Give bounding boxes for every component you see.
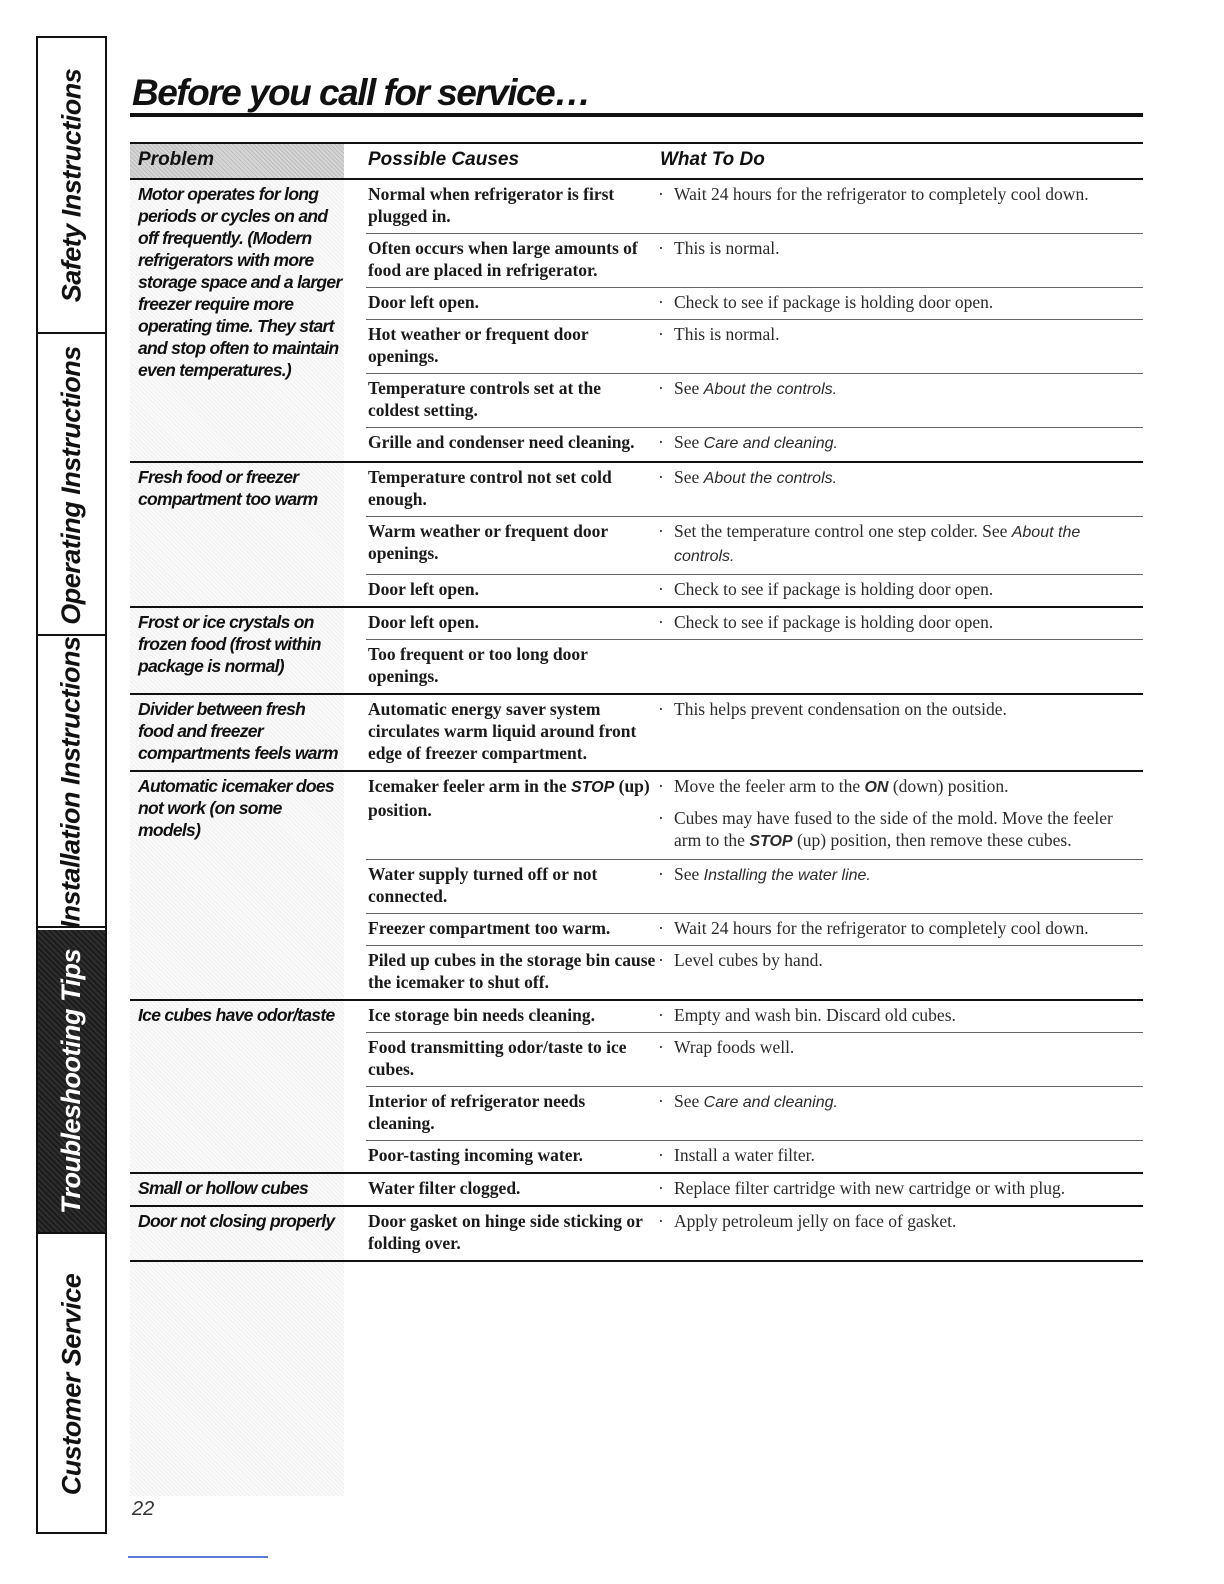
action-item [656, 1144, 1141, 1166]
table-row [366, 288, 1143, 320]
action-item [656, 237, 1141, 259]
text-run: Replace filter cartridge with new cartridge or with plug. [674, 1178, 1066, 1198]
action-item [656, 1210, 1141, 1232]
table-row [366, 320, 1143, 374]
problem-group [130, 180, 1143, 463]
keyword-text: STOP [749, 833, 793, 850]
section-reference: About the controls. [703, 470, 838, 487]
action-item [656, 1004, 1141, 1026]
action-item [656, 183, 1141, 205]
problem-text: Fresh food or freezer compartment too warm [138, 467, 318, 509]
text-run: Install a water filter. [674, 1145, 815, 1165]
text-run: Empty and wash bin. Discard old cubes. [674, 1005, 956, 1025]
possible-cause: Door left open. [368, 612, 479, 632]
bullet-icon: · [658, 1091, 664, 1111]
text-run: Wait 24 hours for the refrigerator to completely cool down. [674, 184, 1089, 204]
column-header-problem: Problem [130, 144, 344, 178]
table-row [366, 1141, 1143, 1172]
table-header-row [130, 142, 1143, 180]
possible-cause: Door gasket on hinge side sticking or folding over. [368, 1211, 643, 1253]
bullet-icon: · [658, 378, 664, 398]
possible-cause: Ice storage bin needs cleaning. [368, 1005, 596, 1025]
action-item [656, 291, 1141, 313]
text-run: (up) position, then remove these cubes. [792, 830, 1072, 850]
bullet-icon: · [658, 918, 664, 938]
table-row [366, 608, 1143, 640]
what-to-do [656, 917, 1141, 939]
text-run: Check to see if package is holding door open. [674, 612, 994, 632]
problem-group [130, 1001, 1143, 1174]
problem-text: Door not closing properly [138, 1211, 335, 1231]
text-run: Check to see if package is holding door open. [674, 292, 994, 312]
table-row [366, 772, 1143, 860]
what-to-do [656, 1144, 1141, 1166]
possible-cause: Door left open. [368, 579, 479, 599]
action-item [656, 377, 1141, 401]
action-item [656, 775, 1141, 799]
problem-group [130, 772, 1143, 1001]
action-item [656, 917, 1141, 939]
action-item [656, 1177, 1141, 1199]
what-to-do [656, 949, 1141, 993]
column-header-possible-causes: Possible Causes [368, 149, 520, 170]
possible-cause: Interior of refrigerator needs cleaning. [368, 1091, 586, 1133]
bullet-icon: · [658, 432, 664, 452]
bullet-icon: · [658, 1211, 664, 1231]
possible-cause: Automatic energy saver system circulates warm liquid around front edge of freezer compartment. [368, 699, 637, 763]
table-row [366, 640, 1143, 693]
text-run: Move the feeler arm to the [674, 776, 865, 796]
possible-cause: Temperature control not set cold enough. [368, 467, 612, 509]
action-item [656, 949, 1141, 971]
bullet-icon: · [658, 521, 664, 541]
action-item [656, 520, 1141, 568]
what-to-do [656, 611, 1141, 633]
page-number: 22 [132, 1498, 155, 1520]
section-reference: About the controls. [674, 524, 1081, 565]
text-run: Cubes may have fused to the side of the mold. Move the feeler arm to the [674, 808, 1113, 850]
possible-cause: Water filter clogged. [368, 1178, 521, 1198]
table-row [366, 946, 1143, 999]
possible-cause: Water supply turned off or not connected. [368, 864, 598, 906]
tab-customer-service[interactable]: Customer Service [56, 1273, 87, 1495]
bullet-icon: · [658, 1037, 664, 1057]
action-item [656, 611, 1141, 633]
possible-cause: Too frequent or too long door openings. [368, 644, 588, 686]
table-row [366, 860, 1143, 914]
table-row [366, 463, 1143, 517]
keyword-text: STOP [570, 779, 615, 796]
action-item [656, 323, 1141, 345]
possible-cause: Piled up cubes in the storage bin cause the icemaker to shut off. [368, 950, 656, 992]
table-row [366, 1001, 1143, 1033]
table-row [366, 575, 1143, 606]
table-row [366, 1174, 1143, 1205]
keyword-text: ON [864, 779, 889, 796]
action-item [656, 807, 1141, 853]
text-run: Check to see if package is holding door open. [674, 579, 994, 599]
what-to-do [656, 643, 1141, 687]
bullet-icon: · [658, 184, 664, 204]
action-item [656, 1090, 1141, 1114]
what-to-do [656, 183, 1141, 227]
troubleshooting-table [130, 142, 1143, 1262]
possible-cause: Freezer compartment too warm. [368, 918, 611, 938]
bullet-icon: · [658, 808, 664, 828]
bullet-icon: · [658, 579, 664, 599]
what-to-do [656, 466, 1141, 510]
text-run: Apply petroleum jelly on face of gasket. [674, 1211, 957, 1231]
column-header-what-to-do: What To Do [660, 149, 765, 170]
bottom-mark [128, 1556, 268, 1558]
possible-cause: Food transmitting odor/taste to ice cubes. [368, 1037, 627, 1079]
problem-text: Automatic icemaker does not work (on some models) [138, 776, 334, 840]
tab-operating-instructions[interactable]: Operating Instructions [38, 336, 105, 636]
problem-text: Ice cubes have odor/taste [138, 1005, 335, 1025]
table-row [366, 374, 1143, 428]
title-rule [130, 113, 1143, 117]
possible-cause: Warm weather or frequent door openings. [368, 521, 608, 563]
what-to-do [656, 1090, 1141, 1134]
problem-group [130, 1207, 1143, 1262]
table-row [366, 1087, 1143, 1141]
what-to-do [656, 431, 1141, 455]
text-run: Wrap foods well. [674, 1037, 795, 1057]
problem-text: Motor operates for long periods or cycles on and off frequently. (Modern refrigerators with more storage space and a larger freezer require more operating time. They start and stop often to maintain even temperatures.) [138, 184, 342, 380]
table-row [366, 180, 1143, 234]
bullet-icon: · [658, 1145, 664, 1165]
table-row [366, 234, 1143, 288]
possible-cause: Door left open. [368, 292, 479, 312]
text-run: Wait 24 hours for the refrigerator to completely cool down. [674, 918, 1089, 938]
possible-cause: Temperature controls set at the coldest setting. [368, 378, 601, 420]
page-title: Before you call for service… [132, 72, 590, 113]
possible-cause: Poor-tasting incoming water. [368, 1145, 583, 1165]
section-reference: Care and cleaning. [703, 435, 838, 452]
action-item [656, 863, 1141, 887]
action-item [656, 431, 1141, 455]
possible-cause [366, 775, 656, 853]
text-run: This is normal. [674, 324, 780, 344]
table-row [366, 695, 1143, 770]
what-to-do [656, 520, 1141, 568]
bullet-icon: · [658, 292, 664, 312]
problem-text: Frost or ice crystals on frozen food (frost within package is normal) [138, 612, 321, 676]
bullet-icon: · [658, 612, 664, 632]
text-run: (up) position. [368, 776, 650, 820]
bullet-icon: · [658, 1178, 664, 1198]
section-reference: Installing the water line. [703, 867, 871, 884]
possible-cause: Often occurs when large amounts of food are placed in refrigerator. [368, 238, 638, 280]
what-to-do [656, 377, 1141, 421]
tab-installation-instructions[interactable]: Installation Instructions [38, 638, 105, 928]
section-reference: About the controls. [703, 381, 838, 398]
text-run: Set the temperature control one step colder. See [674, 521, 1012, 541]
problem-group [130, 608, 1143, 695]
text-run: This helps prevent condensation on the outside. [674, 699, 1007, 719]
what-to-do [656, 291, 1141, 313]
text-run: Icemaker feeler arm in the [368, 776, 571, 796]
what-to-do [656, 698, 1141, 764]
problem-text: Divider between fresh food and freezer compartments feels warm [138, 699, 338, 763]
table-row [366, 428, 1143, 461]
bullet-icon: · [658, 467, 664, 487]
what-to-do [656, 1004, 1141, 1026]
problem-text: Small or hollow cubes [138, 1178, 309, 1198]
what-to-do [656, 237, 1141, 281]
what-to-do [656, 775, 1141, 853]
what-to-do [656, 1036, 1141, 1080]
tab-troubleshooting-tips[interactable]: Troubleshooting Tips [38, 930, 105, 1234]
bullet-icon: · [658, 776, 664, 796]
text-run: Level cubes by hand. [674, 950, 823, 970]
what-to-do [656, 863, 1141, 907]
section-reference: Care and cleaning. [703, 1094, 838, 1111]
table-body [130, 180, 1143, 1262]
text-run: See [674, 864, 704, 884]
action-item [656, 578, 1141, 600]
possible-cause: Hot weather or frequent door openings. [368, 324, 589, 366]
problem-group [130, 695, 1143, 772]
table-row [366, 1207, 1143, 1260]
text-run: See [674, 1091, 704, 1111]
table-row [366, 914, 1143, 946]
what-to-do [656, 1177, 1141, 1199]
table-row [366, 1033, 1143, 1087]
bullet-icon: · [658, 324, 664, 344]
bullet-icon: · [658, 699, 664, 719]
action-item [656, 466, 1141, 490]
section-tab-bar [36, 36, 107, 1534]
what-to-do [656, 1210, 1141, 1254]
text-run: See [674, 467, 704, 487]
problem-group [130, 1174, 1143, 1207]
table-row [366, 517, 1143, 575]
problem-group [130, 463, 1143, 608]
text-run: See [674, 378, 704, 398]
what-to-do [656, 578, 1141, 600]
bullet-icon: · [658, 1005, 664, 1025]
text-run: See [674, 432, 704, 452]
possible-cause: Normal when refrigerator is first plugged in. [368, 184, 615, 226]
bullet-icon: · [658, 238, 664, 258]
what-to-do [656, 323, 1141, 367]
action-item [656, 1036, 1141, 1058]
bullet-icon: · [658, 864, 664, 884]
action-item [656, 698, 1141, 720]
bullet-icon: · [658, 950, 664, 970]
text-run: This is normal. [674, 238, 780, 258]
tab-safety-instructions[interactable]: Safety Instructions [38, 38, 105, 334]
text-run: (down) position. [888, 776, 1009, 796]
possible-cause: Grille and condenser need cleaning. [368, 432, 635, 452]
